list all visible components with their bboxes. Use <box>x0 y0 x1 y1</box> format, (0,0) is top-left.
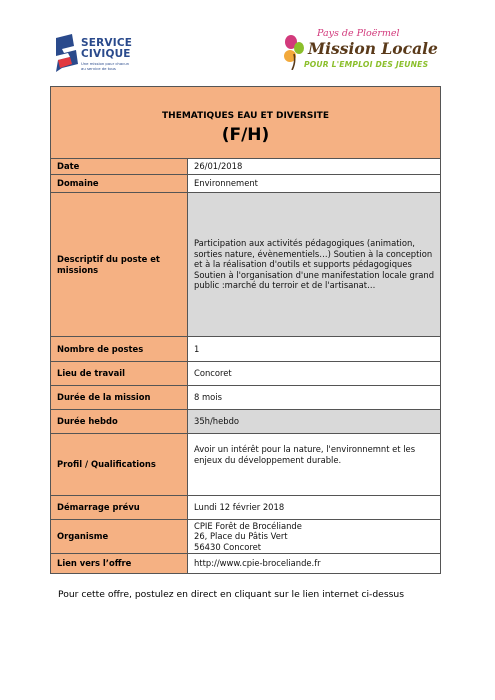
offer-link[interactable]: http://www.cpie-broceliande.fr <box>194 558 321 569</box>
offer-title: THEMATIQUES EAU ET DIVERSITE <box>162 110 329 121</box>
nombre-postes-label: Nombre de postes <box>51 337 188 362</box>
demarrage-label: Démarrage prévu <box>51 496 188 520</box>
table-row <box>51 520 441 554</box>
lieu-value: Concoret <box>188 362 441 386</box>
footer-note: Pour cette offre, postulez en direct en cliquant sur le lien internet ci-dessus <box>58 589 404 600</box>
table-row <box>51 410 441 434</box>
mission-locale-emblem-icon <box>282 34 306 70</box>
lieu-label: Lieu de travail <box>51 362 188 386</box>
duree-hebdo-value: 35h/hebdo <box>188 410 441 434</box>
organisme-line: 56430 Concoret <box>194 541 262 552</box>
table-row <box>51 159 441 175</box>
nombre-postes-value: 1 <box>188 337 441 362</box>
duree-hebdo-label: Durée hebdo <box>51 410 188 434</box>
profil-value <box>188 434 441 496</box>
domaine-label: Domaine <box>51 175 188 193</box>
profil-line: enjeux du développement durable. <box>194 454 342 465</box>
duree-mission-label: Durée de la mission <box>51 386 188 410</box>
offer-table <box>50 86 441 574</box>
header-row <box>51 87 441 159</box>
profil-label: Profil / Qualifications <box>51 434 188 496</box>
table-row <box>51 554 441 574</box>
table-row <box>51 434 441 496</box>
descriptif-line: Participation aux activités pédagogiques (animation, <box>194 238 415 249</box>
descriptif-line: sorties nature, évènementiels…) Soutien à la conception <box>194 248 433 259</box>
descriptif-label: Descriptif du poste et missions <box>51 193 188 337</box>
descriptif-line: et à la réalisation d'outils et supports pédagogiques <box>194 259 412 270</box>
table-row <box>51 362 441 386</box>
service-civique-logo <box>52 34 142 76</box>
service-civique-line1: SERVICE <box>81 37 133 49</box>
mission-locale-name: Mission Locale <box>308 39 438 58</box>
mission-locale-pays: Pays de Ploërmel <box>317 28 400 39</box>
table-row <box>51 193 441 337</box>
offer-title-cell <box>51 87 441 159</box>
organisme-label: Organisme <box>51 520 188 554</box>
domaine-value: Environnement <box>188 175 441 193</box>
date-value: 26/01/2018 <box>188 159 441 175</box>
profil-line: Avoir un intérêt pour la nature, l'environnemnt et les <box>194 444 416 454</box>
organisme-line: CPIE Forêt de Brocéliande <box>194 520 302 531</box>
service-civique-line2: CIVIQUE <box>81 48 131 60</box>
demarrage-value: Lundi 12 février 2018 <box>188 496 441 520</box>
mission-locale-logo <box>282 28 442 76</box>
service-civique-tagline: Une mission pour chacun au service de tous <box>81 61 130 71</box>
lien-value <box>188 554 441 574</box>
mission-locale-tagline: POUR L'EMPLOI DES JEUNES <box>304 60 429 69</box>
descriptif-value <box>188 193 441 337</box>
organisme-value <box>188 520 441 554</box>
descriptif-line: public :marché du terroir et de l'artisanat… <box>194 280 376 291</box>
table-row <box>51 175 441 193</box>
organisme-line: 26, Place du Pâtis Vert <box>194 531 288 542</box>
offer-subtitle: (F/H) <box>221 124 270 145</box>
table-row <box>51 496 441 520</box>
date-label: Date <box>51 159 188 175</box>
table-row <box>51 386 441 410</box>
duree-mission-value: 8 mois <box>188 386 441 410</box>
service-civique-emblem-icon <box>52 34 78 72</box>
table-row <box>51 337 441 362</box>
lien-label: Lien vers l’offre <box>51 554 188 574</box>
descriptif-line: Soutien à l'organisation d'une manifestation locale grand <box>194 269 435 280</box>
